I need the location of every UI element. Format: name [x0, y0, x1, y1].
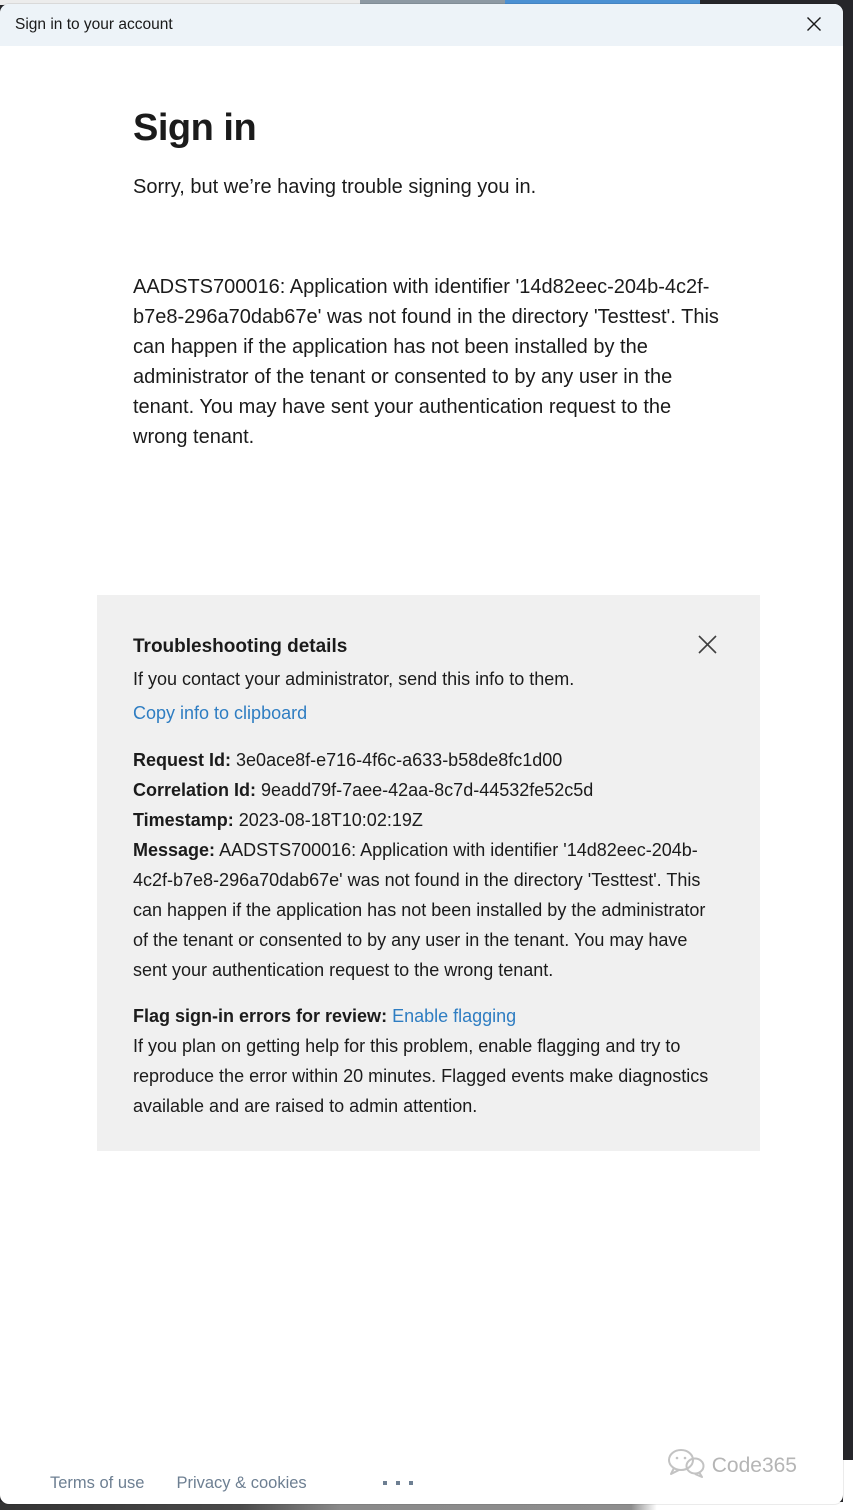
request-id-row — [133, 745, 720, 775]
flag-description: If you plan on getting help for this problem, enable flagging and try to reproduce the error within 20 minutes. Flagged events make diagnostics available and are raised to admin attention. — [133, 1036, 709, 1116]
message-label: Message: — [133, 840, 216, 860]
correlation-id-label: Correlation Id: — [133, 780, 257, 800]
correlation-id-row — [133, 775, 720, 805]
code365-watermark — [667, 1448, 797, 1484]
more-options-button[interactable] — [377, 1475, 419, 1491]
background-fragment — [843, 0, 853, 1460]
correlation-id-value: 9eadd79f-7aee-42aa-8c7d-44532fe52c5d — [261, 780, 594, 800]
copy-info-link[interactable]: Copy info to clipboard — [133, 703, 308, 723]
dot — [383, 1481, 387, 1485]
panel-close-icon — [697, 634, 718, 658]
dialog-title: Sign in to your account — [15, 16, 173, 33]
error-message: AADSTS700016: Application with identifier '14d82eec-204b-4c2f-b7e8-296a70dab67e' was not found in the directory 'Testtest'. This can happen if the application has not been installed by the administrator of the tenant or consented to by any user in the tenant. You may have sent your authentication request to the wrong tenant. — [133, 276, 719, 448]
message-row — [133, 835, 720, 985]
flag-signin-label: Flag sign-in errors for review: — [133, 1006, 388, 1026]
troubleshooting-subtitle: If you contact your administrator, send this info to them. — [133, 669, 575, 689]
request-id-label: Request Id: — [133, 750, 232, 770]
wechat-logo-icon — [667, 1448, 705, 1484]
page-title: Sign in — [133, 107, 257, 149]
signin-dialog — [0, 4, 843, 1504]
request-id-value: 3e0ace8f-e716-4f6c-a633-b58de8fc1d00 — [236, 750, 563, 770]
troubleshooting-panel — [97, 595, 760, 1151]
troubleshooting-title: Troubleshooting details — [133, 636, 348, 657]
close-button[interactable] — [797, 8, 831, 42]
timestamp-label: Timestamp: — [133, 810, 234, 830]
panel-close-button[interactable] — [694, 633, 720, 659]
terms-of-use-link[interactable]: Terms of use — [50, 1473, 145, 1492]
troubleshooting-details — [133, 745, 720, 985]
timestamp-value: 2023-08-18T10:02:19Z — [238, 810, 423, 830]
dialog-footer — [0, 1454, 843, 1496]
message-value: AADSTS700016: Application with identifier '14d82eec-204b-4c2f-b7e8-296a70dab67e' was not found in the directory 'Testtest'. This can happen if the application has not been installed by the administrator of the tenant or consented to by any user in the tenant. You may have sent your authentication request to the wrong tenant. — [133, 840, 706, 980]
enable-flagging-link[interactable]: Enable flagging — [392, 1006, 517, 1026]
error-subheading: Sorry, but we’re having trouble signing you in. — [133, 176, 537, 198]
dialog-titlebar — [0, 4, 843, 46]
privacy-cookies-link[interactable]: Privacy & cookies — [176, 1473, 307, 1492]
dialog-content — [0, 108, 843, 1151]
watermark-text: Code365 — [711, 1454, 797, 1477]
dot — [409, 1481, 413, 1485]
dot — [396, 1481, 400, 1485]
troubleshooting-header — [133, 635, 720, 659]
flag-signin-row — [133, 1001, 720, 1031]
close-icon — [806, 16, 822, 35]
timestamp-row — [133, 805, 720, 835]
